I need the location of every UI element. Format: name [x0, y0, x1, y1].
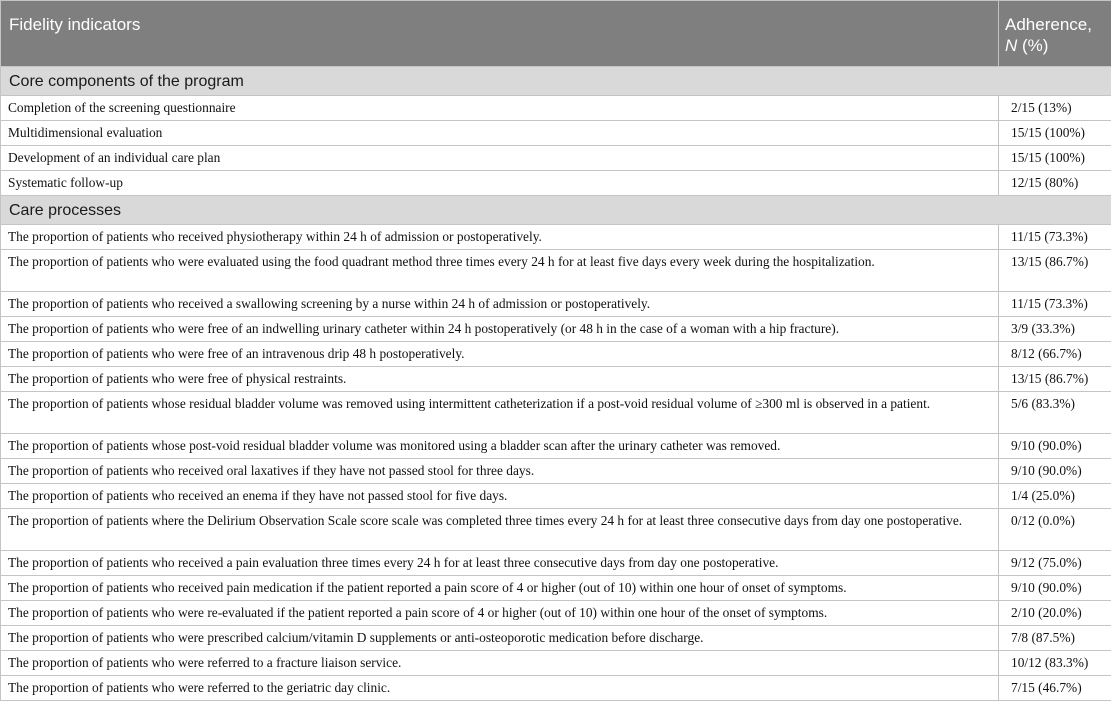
table-row — [1, 676, 1111, 701]
table-row — [1, 509, 1111, 551]
indicator-cell: Completion of the screening questionnaire — [1, 96, 999, 121]
header-adherence-label: Adherence, — [1005, 15, 1092, 34]
adherence-cell: 1/4 (25.0%) — [999, 484, 1111, 509]
table-row — [1, 626, 1111, 651]
adherence-cell: 9/10 (90.0%) — [999, 459, 1111, 484]
indicator-cell: The proportion of patients whose residual bladder volume was removed using intermittent catheterization if a post-void residual volume of ≥300 ml is observed in a patient. — [1, 392, 999, 434]
table-row — [1, 146, 1111, 171]
adherence-cell: 7/15 (46.7%) — [999, 676, 1111, 701]
section-row-care-processes — [1, 196, 1111, 225]
adherence-cell: 12/15 (80%) — [999, 171, 1111, 196]
adherence-cell: 9/10 (90.0%) — [999, 576, 1111, 601]
indicator-cell: The proportion of patients who were free of an indwelling urinary catheter within 24 h postoperatively (or 48 h in the case of a woman with a hip fracture). — [1, 317, 999, 342]
adherence-cell: 2/10 (20.0%) — [999, 601, 1111, 626]
adherence-cell: 9/12 (75.0%) — [999, 551, 1111, 576]
indicator-cell: The proportion of patients who received a swallowing screening by a nurse within 24 h of admission or postoperatively. — [1, 292, 999, 317]
section-title: Care processes — [1, 196, 1111, 225]
table-row — [1, 317, 1111, 342]
table-row — [1, 551, 1111, 576]
adherence-cell: 15/15 (100%) — [999, 121, 1111, 146]
indicator-cell: The proportion of patients who received pain medication if the patient reported a pain score of 4 or higher (out of 10) within one hour of onset of symptoms. — [1, 576, 999, 601]
indicator-cell: The proportion of patients who were free of an intravenous drip 48 h postoperatively. — [1, 342, 999, 367]
adherence-cell: 5/6 (83.3%) — [999, 392, 1111, 434]
indicator-cell: The proportion of patients who were re-evaluated if the patient reported a pain score of 4 or higher (out of 10) within one hour of the onset of symptoms. — [1, 601, 999, 626]
header-fidelity-indicators: Fidelity indicators — [1, 1, 999, 67]
table-row — [1, 576, 1111, 601]
indicator-cell: The proportion of patients who received an enema if they have not passed stool for five days. — [1, 484, 999, 509]
adherence-cell: 10/12 (83.3%) — [999, 651, 1111, 676]
table-row — [1, 651, 1111, 676]
table-row — [1, 225, 1111, 250]
indicator-cell: Systematic follow-up — [1, 171, 999, 196]
header-adherence — [999, 1, 1111, 67]
indicator-cell: The proportion of patients who were free of physical restraints. — [1, 367, 999, 392]
section-title: Core components of the program — [1, 67, 1111, 96]
table-row — [1, 601, 1111, 626]
table-row — [1, 96, 1111, 121]
table-row — [1, 292, 1111, 317]
header-row — [1, 1, 1111, 67]
adherence-cell: 3/9 (33.3%) — [999, 317, 1111, 342]
adherence-cell: 9/10 (90.0%) — [999, 434, 1111, 459]
adherence-cell: 13/15 (86.7%) — [999, 367, 1111, 392]
indicator-cell: Multidimensional evaluation — [1, 121, 999, 146]
adherence-cell: 11/15 (73.3%) — [999, 225, 1111, 250]
indicator-cell: The proportion of patients who were referred to a fracture liaison service. — [1, 651, 999, 676]
adherence-cell: 7/8 (87.5%) — [999, 626, 1111, 651]
table-row — [1, 342, 1111, 367]
indicator-cell: The proportion of patients where the Delirium Observation Scale score scale was completed three times every 24 h for at least three consecutive days from day one postoperative. — [1, 509, 999, 551]
indicator-cell: Development of an individual care plan — [1, 146, 999, 171]
indicator-cell: The proportion of patients who were evaluated using the food quadrant method three times every 24 h for at least five days every week during the hospitalization. — [1, 250, 999, 292]
table-row — [1, 121, 1111, 146]
indicator-cell: The proportion of patients who received physiotherapy within 24 h of admission or postoperatively. — [1, 225, 999, 250]
indicator-cell: The proportion of patients whose post-void residual bladder volume was monitored using a bladder scan after the urinary catheter was removed. — [1, 434, 999, 459]
adherence-cell: 11/15 (73.3%) — [999, 292, 1111, 317]
indicator-cell: The proportion of patients who received a pain evaluation three times every 24 h for at least three consecutive days from day one postoperative. — [1, 551, 999, 576]
header-adherence-percent: (%) — [1017, 36, 1049, 55]
table-row — [1, 434, 1111, 459]
table-row — [1, 367, 1111, 392]
indicator-cell: The proportion of patients who were referred to the geriatric day clinic. — [1, 676, 999, 701]
adherence-cell: 2/15 (13%) — [999, 96, 1111, 121]
indicator-cell: The proportion of patients who were prescribed calcium/vitamin D supplements or anti-osteoporotic medication before discharge. — [1, 626, 999, 651]
adherence-cell: 8/12 (66.7%) — [999, 342, 1111, 367]
table-row — [1, 171, 1111, 196]
adherence-cell: 13/15 (86.7%) — [999, 250, 1111, 292]
header-adherence-n: N — [1005, 36, 1018, 55]
indicator-cell: The proportion of patients who received oral laxatives if they have not passed stool for three days. — [1, 459, 999, 484]
section-row-core-components — [1, 67, 1111, 96]
table-row — [1, 392, 1111, 434]
table-row — [1, 484, 1111, 509]
table-row — [1, 250, 1111, 292]
adherence-cell: 15/15 (100%) — [999, 146, 1111, 171]
adherence-cell: 0/12 (0.0%) — [999, 509, 1111, 551]
table-row — [1, 459, 1111, 484]
